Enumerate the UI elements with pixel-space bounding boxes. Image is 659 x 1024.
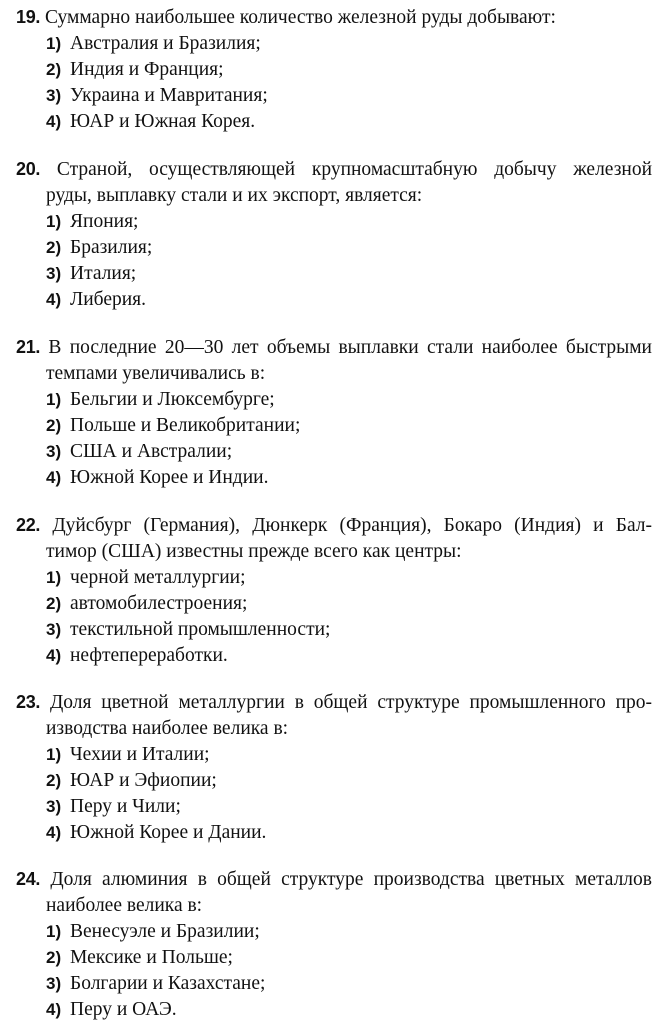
answer-option — [16, 387, 652, 413]
question-text-line: Доля алюминия в общей структуре производства цветных металлов — [50, 869, 652, 890]
option-number: 1) — [46, 922, 62, 941]
option-text: Япония; — [70, 211, 139, 232]
answer-option — [16, 971, 652, 997]
option-text: Индия и Франция; — [70, 59, 224, 80]
option-number: 4) — [46, 468, 62, 487]
question-20 — [16, 156, 652, 313]
answer-option — [16, 209, 652, 235]
answer-option — [16, 591, 652, 617]
option-number: 1) — [46, 34, 62, 53]
question-24 — [16, 866, 652, 1023]
answer-option — [16, 919, 652, 945]
option-number: 2) — [46, 771, 62, 790]
answer-option — [16, 109, 652, 135]
option-text: Либерия. — [70, 289, 147, 310]
option-number: 3) — [46, 86, 62, 105]
answer-option — [16, 794, 652, 820]
option-text: Украина и Мавритания; — [70, 85, 268, 106]
question-text-continuation: руды, выплавку стали и их экспорт, является: — [46, 185, 423, 206]
option-text: Перу и ОАЭ. — [70, 999, 177, 1020]
option-number: 1) — [46, 745, 62, 764]
question-21 — [16, 334, 652, 491]
question-number: 21. — [16, 337, 41, 357]
option-text: Болгарии и Казахстане; — [70, 973, 266, 994]
question-text-continuation: тимор (США) известны прежде всего как центры: — [46, 541, 462, 562]
question-text — [16, 334, 652, 361]
question-text-continuation: темпами увеличивались в: — [46, 363, 266, 384]
answer-option — [16, 31, 652, 57]
option-text: черной металлургии; — [70, 567, 246, 588]
option-number: 3) — [46, 974, 62, 993]
option-text: Южной Корее и Индии. — [70, 467, 269, 488]
answer-option — [16, 768, 652, 794]
answer-option — [16, 465, 652, 491]
option-text: ЮАР и Южная Корея. — [70, 111, 256, 132]
question-number: 20. — [16, 159, 41, 179]
option-number: 4) — [46, 823, 62, 842]
answer-option — [16, 235, 652, 261]
question-text — [16, 4, 652, 31]
answer-option — [16, 643, 652, 669]
option-number: 2) — [46, 238, 62, 257]
option-number: 2) — [46, 416, 62, 435]
answer-option — [16, 945, 652, 971]
option-text: Австралия и Бразилия; — [70, 33, 261, 54]
option-number: 2) — [46, 948, 62, 967]
option-text: Перу и Чили; — [70, 796, 181, 817]
option-text: нефтепереработки. — [70, 645, 228, 666]
option-number: 1) — [46, 212, 62, 231]
option-text: США и Австралии; — [70, 441, 233, 462]
option-text: Италия; — [70, 263, 137, 284]
option-text: Мексике и Польше; — [70, 947, 233, 968]
question-text — [16, 689, 652, 716]
question-22 — [16, 512, 652, 669]
option-number: 4) — [46, 646, 62, 665]
answer-option — [16, 820, 652, 846]
answer-option — [16, 439, 652, 465]
option-number: 1) — [46, 390, 62, 409]
question-text — [16, 866, 652, 893]
option-text: Бразилия; — [70, 237, 153, 258]
question-text-continuation: наиболее велика в: — [46, 895, 203, 916]
answer-option — [16, 261, 652, 287]
answer-option — [16, 997, 652, 1023]
option-text: ЮАР и Эфиопии; — [70, 770, 217, 791]
option-number: 1) — [46, 568, 62, 587]
answer-option — [16, 287, 652, 313]
question-number: 23. — [16, 692, 41, 712]
option-number: 4) — [46, 290, 62, 309]
option-number: 4) — [46, 1000, 62, 1019]
answer-option — [16, 83, 652, 109]
option-text: Чехии и Италии; — [70, 744, 210, 765]
answer-option — [16, 57, 652, 83]
answer-option — [16, 413, 652, 439]
question-text — [16, 512, 652, 539]
option-text: Польше и Великобритании; — [70, 415, 301, 436]
option-number: 2) — [46, 594, 62, 613]
question-text-line: В последние 20—30 лет объемы выплавки стали наиболее быстрыми — [48, 337, 652, 358]
option-number: 3) — [46, 264, 62, 283]
question-text-line: Дуйсбург (Германия), Дюнкерк (Франция), Бокаро (Индия) и Бал- — [52, 515, 653, 536]
answer-option — [16, 565, 652, 591]
option-text: Бельгии и Люксембурге; — [70, 389, 275, 410]
question-text-continuation: изводства наиболее велика в: — [46, 718, 289, 739]
option-text: автомобилестроения; — [70, 593, 248, 614]
option-number: 2) — [46, 60, 62, 79]
answer-option — [16, 617, 652, 643]
question-text — [16, 156, 652, 183]
question-text-line: Суммарно наибольшее количество железной руды добывают: — [45, 7, 556, 28]
option-number: 3) — [46, 797, 62, 816]
option-text: Южной Корее и Дании. — [70, 822, 267, 843]
question-number: 24. — [16, 869, 41, 889]
option-number: 4) — [46, 112, 62, 131]
option-number: 3) — [46, 620, 62, 639]
answer-option — [16, 742, 652, 768]
question-number: 22. — [16, 515, 41, 535]
question-number: 19. — [16, 7, 41, 27]
question-23 — [16, 689, 652, 846]
option-text: текстильной промышленности; — [70, 619, 331, 640]
question-text-line: Доля цветной металлургии в общей структуре промышленного про- — [49, 692, 653, 713]
option-number: 3) — [46, 442, 62, 461]
option-text: Венесуэле и Бразилии; — [70, 921, 260, 942]
question-19 — [16, 4, 652, 135]
question-text-line: Страной, осуществляющей крупномасштабную добычу железной — [56, 159, 653, 180]
